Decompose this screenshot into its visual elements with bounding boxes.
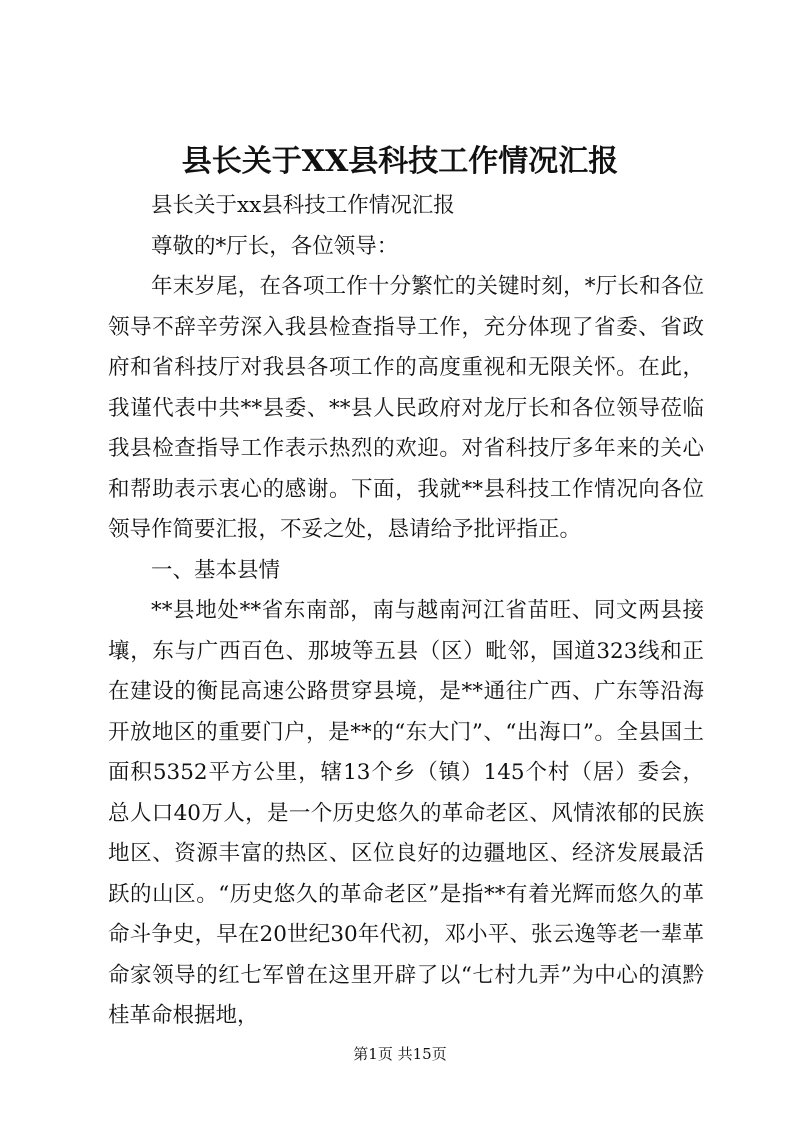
section-heading: 一、基本县情	[151, 557, 281, 583]
document-body	[108, 186, 704, 1037]
page-footer: 第1页 共15页	[353, 1045, 447, 1063]
intro-paragraph: 年末岁尾，在各项工作十分繁忙的关键时刻，*厅长和各位领导不辞辛劳深入我县检查指导工作，充分体现了省委、省政府和省科技厅对我县各项工作的高度重视和无限关怀。在此，我谨代表中共**县委、**县人民政府对龙厅长和各位领导莅临我县检查指导工作表示热烈的欢迎。对省科技厅多年来的关心和帮助表示衷心的感谢。下面，我就**县科技工作情况向各位领导作简要汇报，不妥之处，恳请给予批评指正。	[108, 274, 704, 542]
subtitle-paragraph: 县长关于xx县科技工作情况汇报	[151, 193, 455, 218]
salutation-paragraph: 尊敬的*厅长，各位领导：	[151, 233, 399, 259]
county-overview-paragraph: **县地处**省东南部，南与越南河江省苗旺、同文两县接壤，东与广西百色、那坡等五县（区）毗邻，国道323线和正在建设的衡昆高速公路贯穿县境，是**通往广西、广东等沿海开放地区的重要门户，是**的“东大门”、“出海口”。全县国土面积5352平方公里，辖13个乡（镇）145个村（居）委会，总人口40万人，是一个历史悠久的革命老区、风情浓郁的民族地区、资源丰富的热区、区位良好的边疆地区、经济发展最活跃的山区。“历史悠久的革命老区”是指**有着光辉而悠久的革命斗争史，早在20世纪30年代初，邓小平、张云逸等老一辈革命家领导的红七军曾在这里开辟了以“七村九弄”为中心的滇黔桂革命根据地，	[108, 598, 704, 1028]
document-title: 县长关于XX县科技工作情况汇报	[181, 144, 619, 179]
